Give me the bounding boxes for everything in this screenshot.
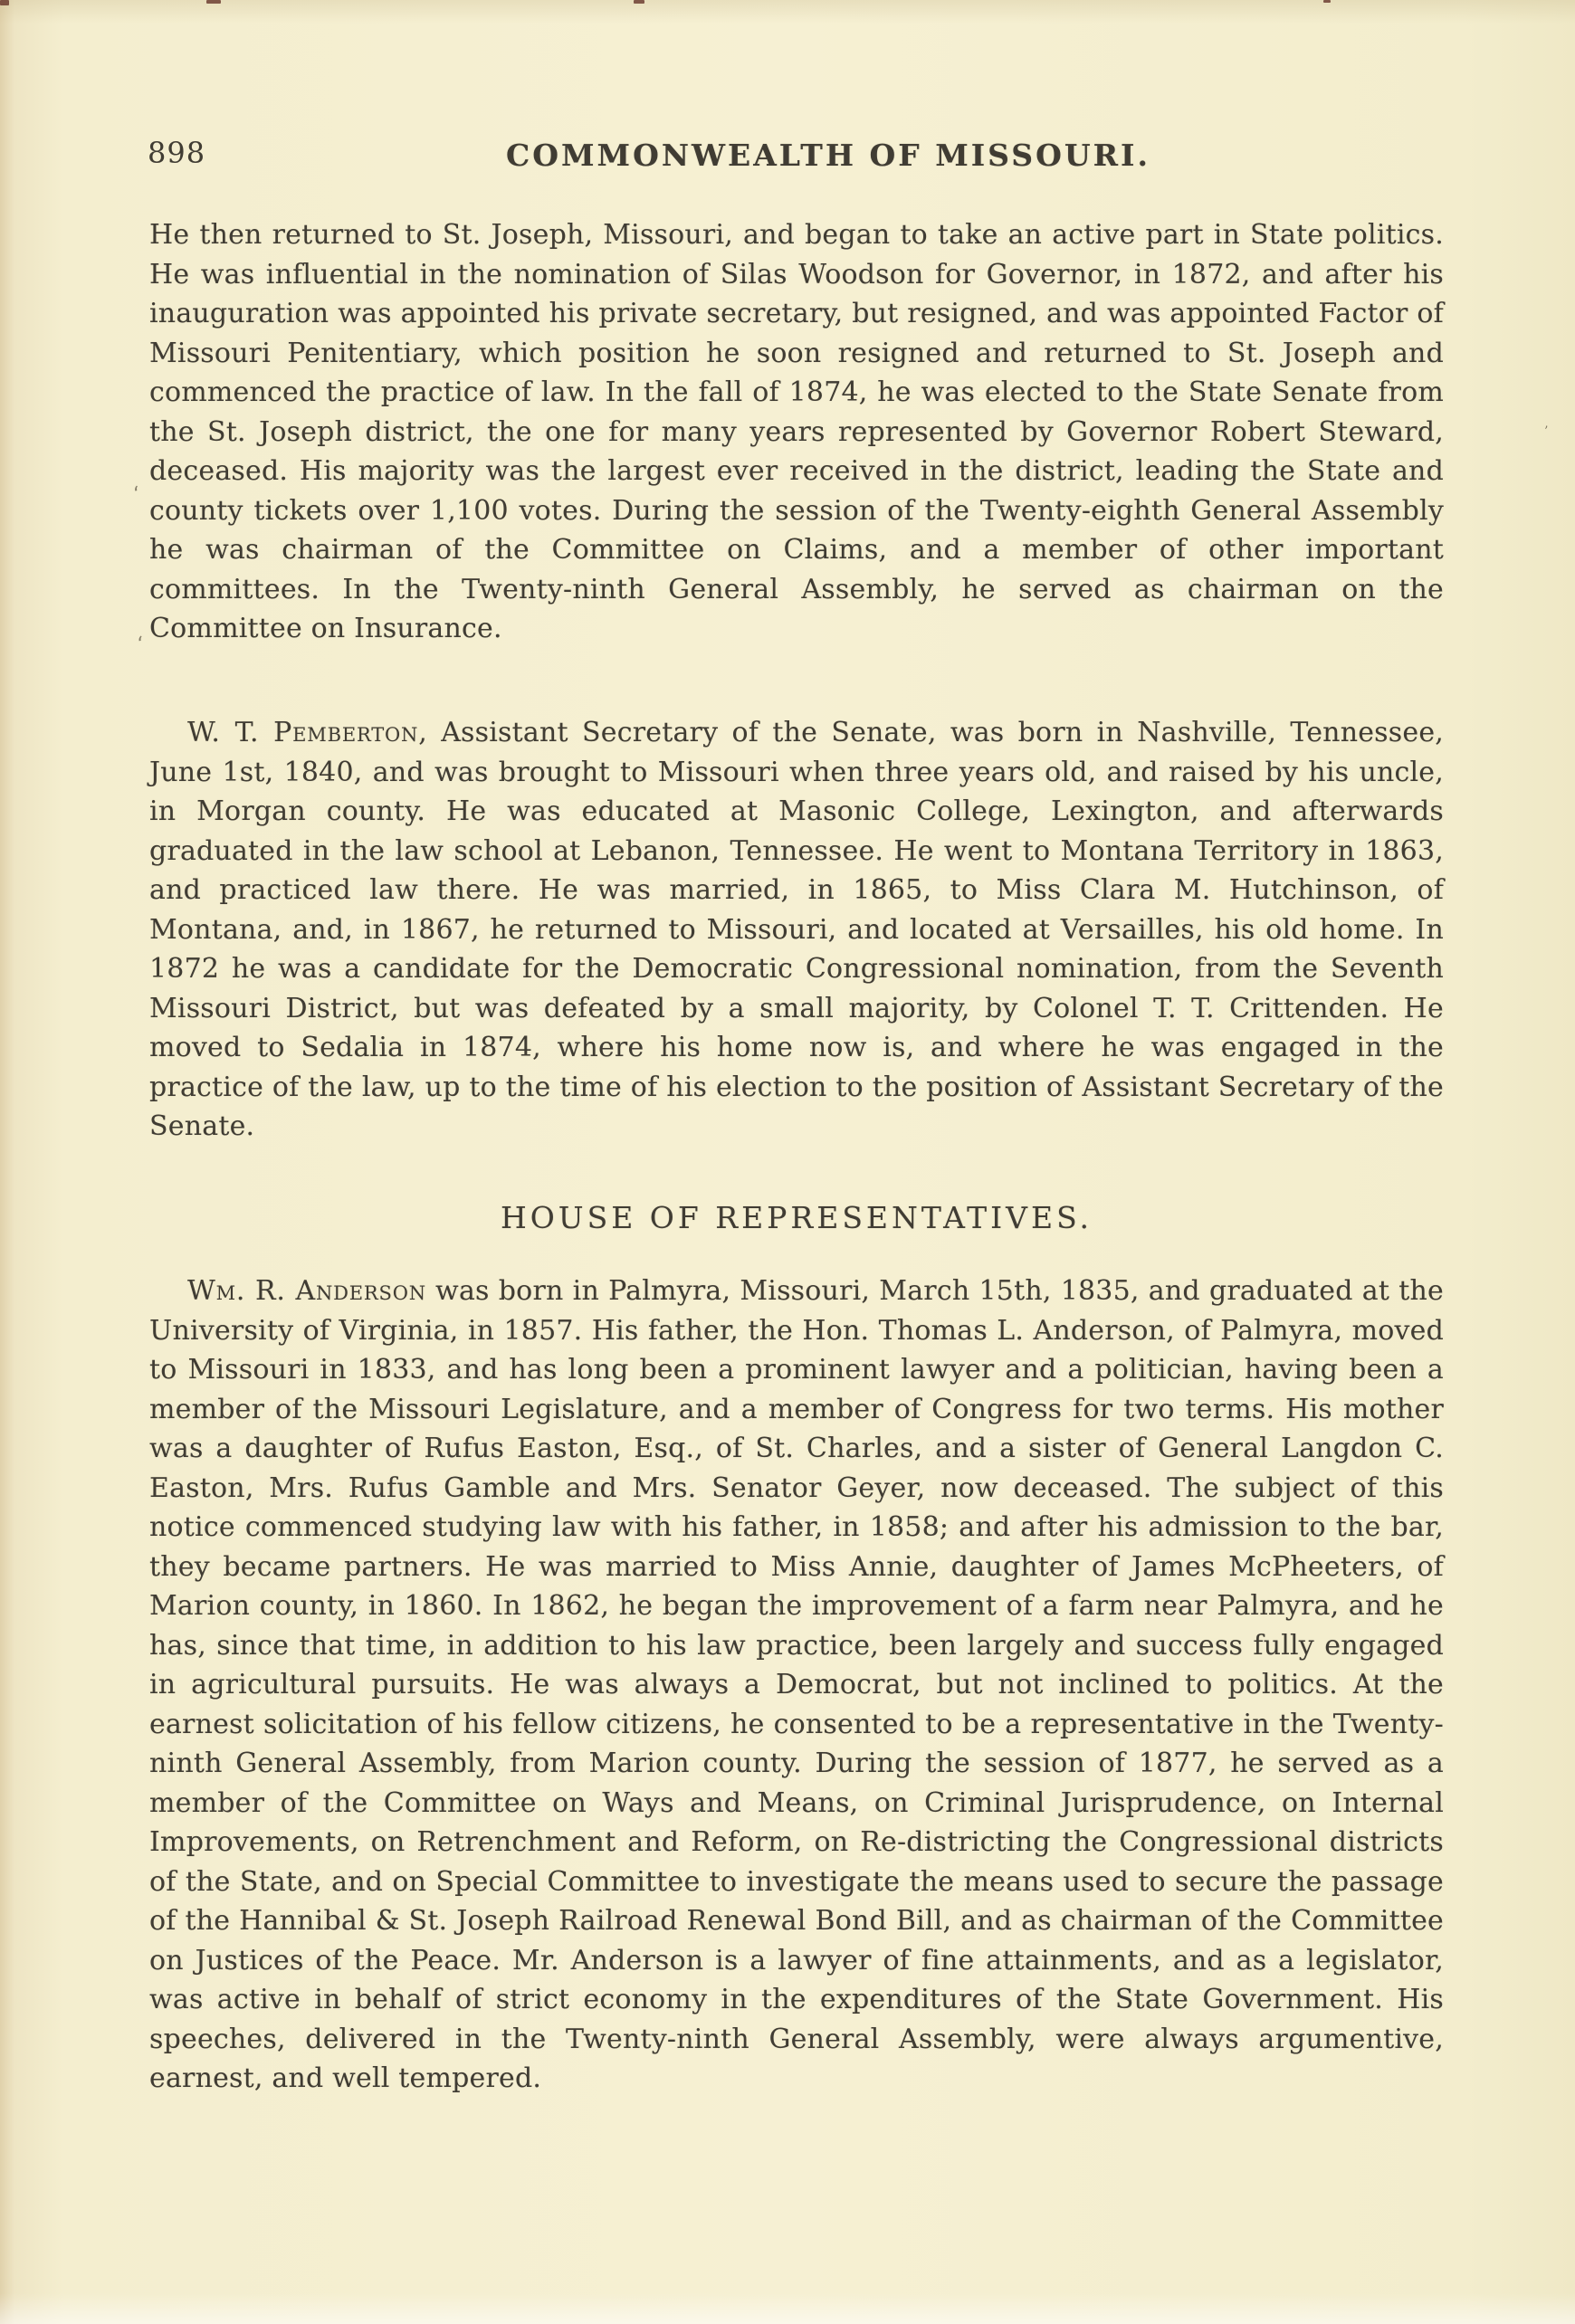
pemberton-biography-paragraph [149, 713, 1444, 1147]
running-title: COMMONWEALTH OF MISSOURI. [506, 138, 1150, 173]
anderson-biography-paragraph [149, 1272, 1444, 2099]
pemberton-biography-text: , Assistant Secretary of the Senate, was born in Nashville, Tennessee, June 1st, 1840, and was brought to Missouri when three years old, and raised by his uncle, in Morgan county. He was educated at Masonic College, Lexington, and afterwards graduated in the law school at Lebanon, Tennessee. He went to Montana Territory in 1863, and practiced law there. He was married, in 1865, to Miss Clara M. Hutchinson, of Montana, and, in 1867, he returned to Missouri, and located at Versailles, his old home. In 1872 he was a candidate for the Democratic Congressional nomination, from the Seventh Missouri District, but was defeated by a small majority, by Colonel T. T. Crittenden. He moved to Sedalia in 1874, where his home now is, and where he was engaged in the practice of the law, up to the time of his election to the position of Assistant Secretary of the Senate. [149, 717, 1445, 1142]
senate-continuation-paragraph: He then returned to St. Joseph, Missouri, and began to take an active part in State politics. He was influential in the nomination of Silas Woodson for Governor, in 1872, and after his inauguration was appointed his private secretary, but resigned, and was appointed Factor of Missouri Penitentiary, which position he soon resigned and returned to St. Joseph and commenced the practice of law. In the fall of 1874, he was elected to the State Senate from the St. Joseph district, the one for many years represented by Governor Robert Steward, deceased. His majority was the largest ever received in the district, leading the State and county tickets over 1,100 votes. During the session of the Twenty-eighth General Assembly he was chairman of the Committee on Claims, and a member of other important committees. In the Twenty-ninth General Assembly, he served as chairman on the Committee on Insurance. [149, 219, 1444, 644]
house-of-representatives-heading: HOUSE OF REPRESENTATIVES. [500, 1200, 1093, 1235]
anderson-name: Wm. R. Anderson [187, 1275, 426, 1307]
pemberton-name: W. T. Pemberton [187, 717, 419, 748]
page-number: 898 [148, 136, 206, 170]
scan-artifact [1323, 0, 1331, 3]
scan-artifact [634, 0, 644, 4]
anderson-biography-text: was born in Palmyra, Missouri, March 15th, 1835, and graduated at the University of Virginia, in 1857. His father, the Hon. Thomas L. Anderson, of Palmyra, moved to Missouri in 1833, and has long been a prominent lawyer and a politician, having been a member of the Missouri Legislature, and a member of Congress for two terms. His mother was a daughter of Rufus Easton, Esq., of St. Charles, and a sister of General Langdon C. Easton, Mrs. Rufus Gamble and Mrs. Senator Geyer, now deceased. The subject of this notice commenced studying law with his father, in 1858; and after his admission to the bar, they became partners. He was married to Miss Annie, daughter of James McPheeters, of Marion county, in 1860. In 1862, he began the improvement of a farm near Palmyra, and he has, since that time, in addition to his law practice, been largely and success fully engaged in agricultural pursuits. He was always a Democrat, but not inclined to politics. At the earnest solicitation of his fellow citizens, he consented to be a representative in the Twenty-ninth General Assembly, from Marion county. During the session of 1877, he served as a member of the Committee on Ways and Means, on Criminal Jurisprudence, on Internal Improvements, on Retrenchment and Reform, on Re-districting the Congressional districts of the State, and on Special Committee to investigate the means used to secure the passage of the Hannibal & St. Joseph Railroad Renewal Bond Bill, and as chairman of the Committee on Justices of the Peace. Mr. Anderson is a lawyer of fine attainments, and as a legislator, was active in behalf of strict economy in the expenditures of the State Government. His speeches, delivered in the Twenty-ninth General Assembly, were always argumentive, earnest, and well tempered. [149, 1275, 1444, 2094]
ink-speck: ‘ [136, 633, 146, 657]
scan-artifact [206, 0, 221, 4]
ink-speck: ’ [1544, 424, 1549, 439]
scan-artifact [0, 0, 9, 5]
ink-speck: ‘ [131, 482, 143, 507]
